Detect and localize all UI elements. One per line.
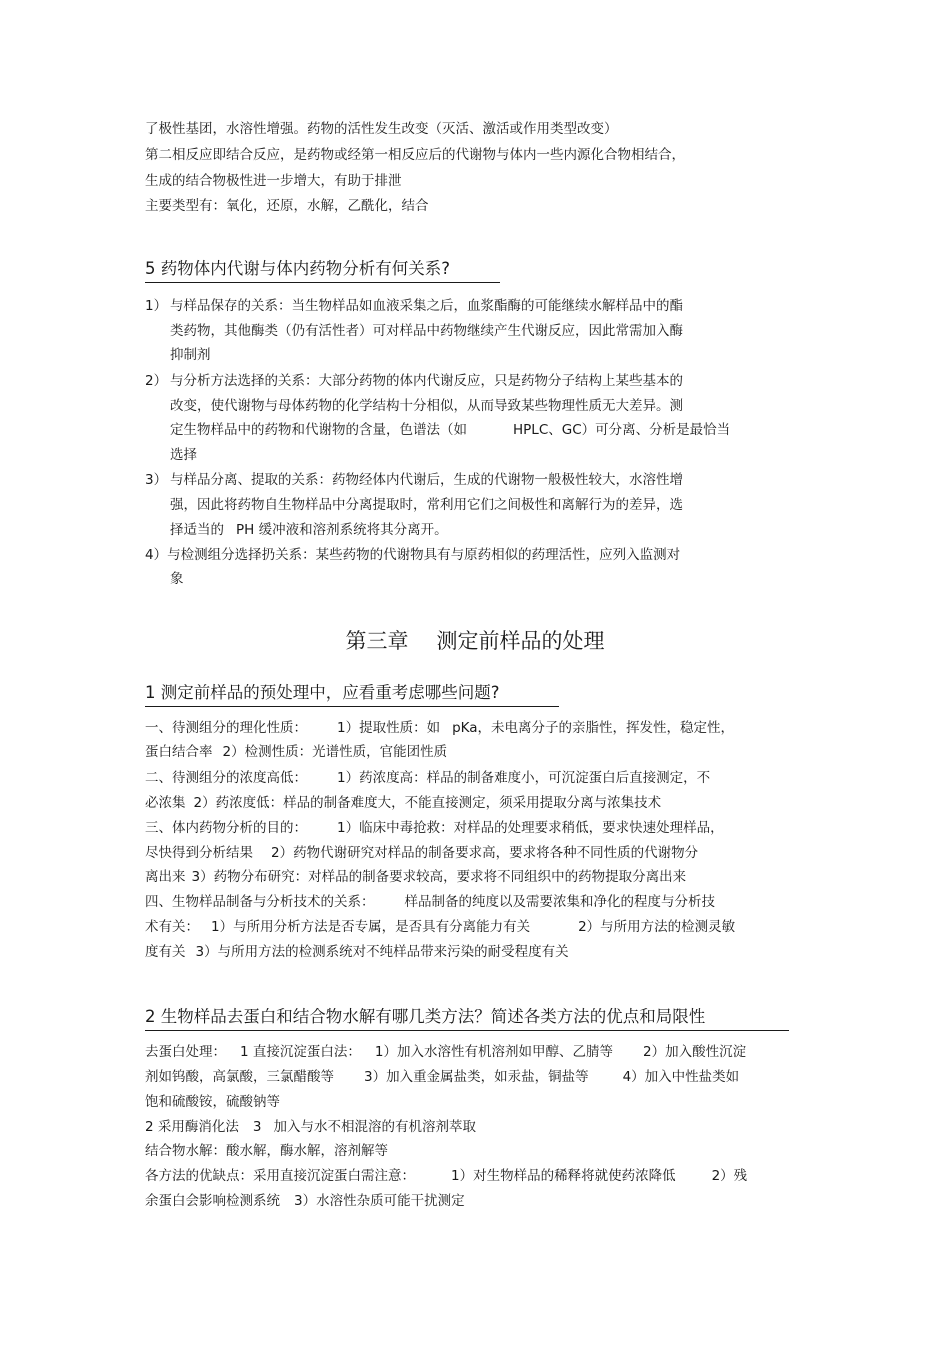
text-segment: 二、待测组分的浓度高低： <box>145 770 307 786</box>
list-number: 1） <box>145 298 168 314</box>
text-line <box>145 769 710 787</box>
text-segment: 尽快得到分析结果 <box>145 845 253 861</box>
text-line: 饱和硫酸铵，硫酸钠等 <box>145 1094 280 1110</box>
text-segment: 3）药物分布研究：对样品的制备要求较高，要求将不同组织中的药物提取分离出来 <box>191 869 687 885</box>
text-line <box>145 868 686 886</box>
list-item-line: 抑制剂 <box>170 347 211 363</box>
text-segment: 1）提取性质：如 <box>337 720 441 736</box>
text-segment: 1）药浓度高：样品的制备难度小，可沉淀蛋白后直接测定，不 <box>337 770 711 786</box>
text-line <box>145 893 715 911</box>
text-segment: 余蛋白会影响检测系统 <box>145 1193 280 1209</box>
text-segment: 与检测组分选择扔关系：某些药物的代谢物具有与原药相似的药理活性，应列入监测对 <box>167 547 681 563</box>
list-item-line: 改变，使代谢物与母体药物的化学结构十分相似，从而导致某些物理性质无大差异。测 <box>170 398 683 414</box>
text-segment: 2）检测性质：光谱性质，官能团性质 <box>222 744 448 760</box>
text-segment: 1）与所用分析方法是否专属，是否具有分离能力有关 <box>211 919 531 935</box>
text-line <box>145 1043 746 1061</box>
text-segment: 必浓集 <box>145 795 186 811</box>
text-segment: 3 <box>252 1119 262 1135</box>
text-segment: PH 缓冲液和溶剂系统将其分离开。 <box>236 522 448 538</box>
text-line <box>145 943 569 961</box>
text-segment: 1）对生物样品的稀释将就使药浓降低 <box>451 1168 676 1184</box>
text-segment: 4）加入中性盐类如 <box>622 1069 740 1085</box>
text-line <box>145 1068 739 1086</box>
text-segment: 度有关 <box>145 944 186 960</box>
text-line: 了极性基团，水溶性增强。药物的活性发生改变（灭活、激活或作用类型改变） <box>145 121 618 137</box>
list-item-line <box>170 421 730 439</box>
text-segment: 蛋白结合率 <box>145 744 213 760</box>
text-line <box>145 1167 747 1185</box>
text-segment: 3）水溶性杂质可能干扰测定 <box>294 1193 465 1209</box>
list-item-line: 与分析方法选择的关系：大部分药物的体内代谢反应，只是药物分子结构上某些基本的 <box>170 373 683 389</box>
section-heading: 2 生物样品去蛋白和结合物水解有哪几类方法？简述各类方法的优点和局限性 <box>145 1006 789 1031</box>
chapter-name: 测定前样品的处理 <box>436 629 605 653</box>
list-item-line: 类药物，其他酶类（仍有活性者）可对样品中药物继续产生代谢反应，因此常需加入酶 <box>170 323 683 339</box>
text-segment: 定生物样品中的药物和代谢物的含量，色谱法（如 <box>170 422 467 438</box>
text-segment: 1）加入水溶性有机溶剂如甲醇、乙腈等 <box>374 1044 613 1060</box>
text-line: 生成的结合物极性进一步增大，有助于排泄 <box>145 173 402 189</box>
text-segment: 加入与水不相混溶的有机溶剂萃取 <box>273 1119 476 1135</box>
text-line <box>145 844 698 862</box>
text-line: 结合物水解：酸水解，酶水解，溶剂解等 <box>145 1143 388 1159</box>
text-line <box>145 918 735 936</box>
text-line <box>145 794 661 812</box>
list-number: 4） <box>145 547 168 563</box>
text-segment: 离出来 <box>145 869 186 885</box>
text-segment: 一、待测组分的理化性质： <box>145 720 307 736</box>
text-segment: 3）与所用方法的检测系统对不纯样品带来污染的耐受程度有关 <box>195 944 569 960</box>
text-segment: HPLC、GC）可分离、分析是最恰当 <box>513 422 731 438</box>
text-line <box>145 1192 465 1210</box>
text-segment: 去蛋白处理： <box>145 1044 226 1060</box>
text-segment: 2）加入酸性沉淀 <box>642 1044 747 1060</box>
text-segment: 2 采用酶消化法 <box>145 1119 239 1135</box>
chapter-title <box>0 628 950 654</box>
text-segment: 3）加入重金属盐类，如汞盐，铜盐等 <box>364 1069 589 1085</box>
list-item-line: 与样品分离、提取的关系：药物经体内代谢后，生成的代谢物一般极性较大，水溶性增 <box>170 472 683 488</box>
list-item-line: 象 <box>170 571 184 587</box>
text-line: 主要类型有：氧化，还原，水解，乙酰化，结合 <box>145 198 429 214</box>
text-segment: 剂如钨酸，高氯酸，三氯醋酸等 <box>145 1069 334 1085</box>
section-heading: 5 药物体内代谢与体内药物分析有何关系? <box>145 258 500 283</box>
text-segment: 2）药物代谢研究对样品的制备要求高，要求将各种不同性质的代谢物分 <box>271 845 699 861</box>
text-line <box>145 819 724 837</box>
list-item-line: 选择 <box>170 447 197 463</box>
text-segment: pKa，未电离分子的亲脂性，挥发性，稳定性， <box>452 720 735 736</box>
text-line <box>145 1118 476 1136</box>
list-item-line <box>170 521 448 539</box>
chapter-number: 第三章 <box>345 629 409 653</box>
text-line <box>145 719 734 737</box>
list-item-line <box>145 546 680 564</box>
text-segment: 2）残 <box>711 1168 748 1184</box>
text-segment: 2）与所用方法的检测灵敏 <box>578 919 736 935</box>
text-line: 第二相反应即结合反应，是药物或经第一相反应后的代谢物与体内一些内源化合物相结合， <box>145 147 685 163</box>
text-segment: 四、生物样品制备与分析技术的关系： <box>145 894 375 910</box>
section-heading: 1 测定前样品的预处理中，应看重考虑哪些问题? <box>145 682 559 707</box>
text-segment: 术有关： <box>145 919 199 935</box>
list-item-line: 与样品保存的关系：当生物样品如血液采集之后，血浆酯酶的可能继续水解样品中的酯 <box>170 298 683 314</box>
list-number: 2） <box>145 373 168 389</box>
text-segment: 1 直接沉淀蛋白法： <box>240 1044 361 1060</box>
list-number: 3） <box>145 472 168 488</box>
text-segment: 择适当的 <box>170 522 224 538</box>
text-segment: 1）临床中毒抢救：对样品的处理要求稍低，要求快速处理样品， <box>337 820 724 836</box>
text-segment: 三、体内药物分析的目的： <box>145 820 307 836</box>
list-item-line: 强，因此将药物自生物样品中分离提取时，常利用它们之间极性和离解行为的差异，选 <box>170 497 683 513</box>
text-segment: 样品制备的纯度以及需要浓集和净化的程度与分析技 <box>404 894 715 910</box>
text-line <box>145 743 447 761</box>
text-segment: 各方法的优缺点：采用直接沉淀蛋白需注意： <box>145 1168 415 1184</box>
text-segment: 2）药浓度低：样品的制备难度大，不能直接测定，须采用提取分离与浓集技术 <box>193 795 662 811</box>
